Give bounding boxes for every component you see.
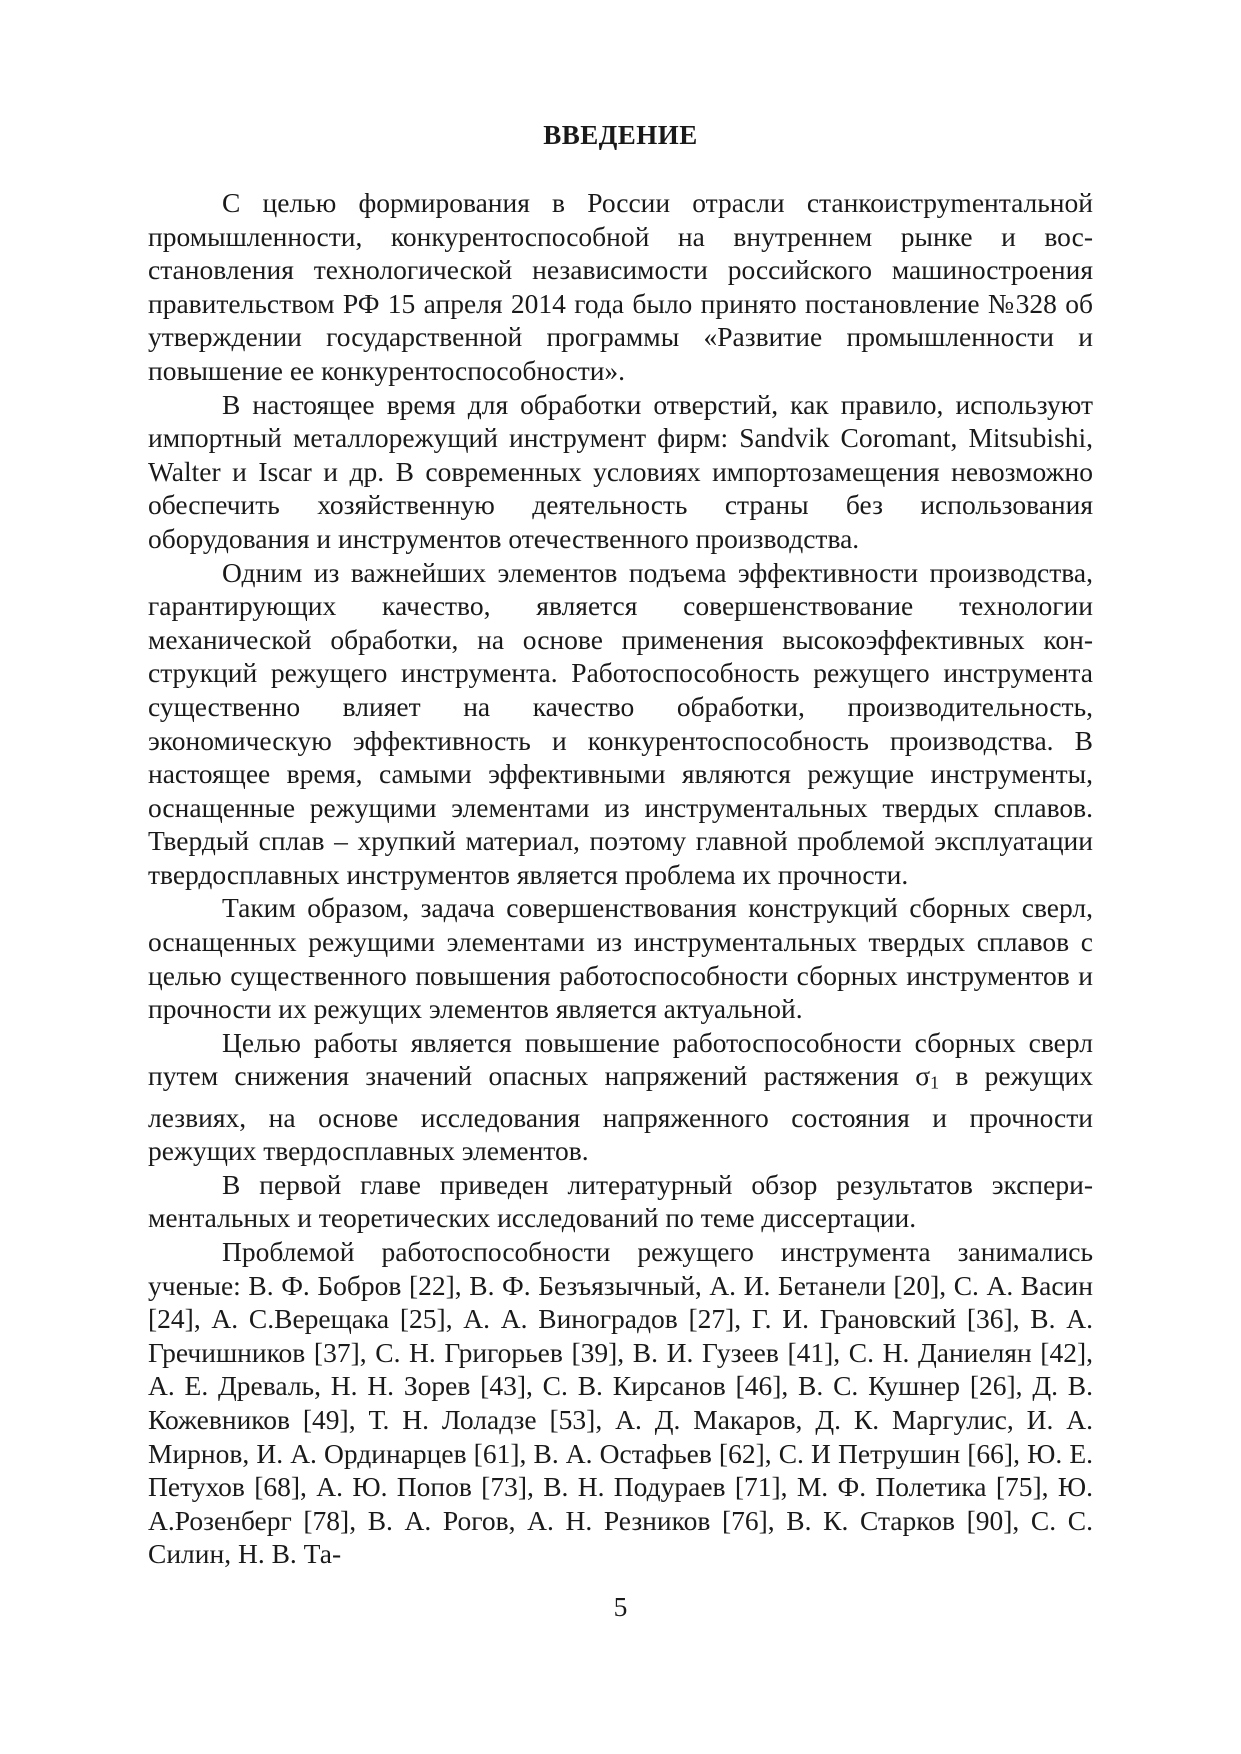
paragraph-authors: Проблемой работоспособности режущего инструмента занимались ученые: В. Ф. Бобров [22], В. Ф. Безъязычный, А. И. Бетанели [20], С. А. Васин [24], А. С.Верещака [25], А. А. Виноградов [27], Г. И. Грановский [36], В. А. Гречишников [37], С. Н. Григорьев [39], В. И. Гузеев [41], С. Н. Даниелян [42], А. Е. Древаль, Н. Н. Зорев [43], С. В. Кирсанов [46], В. С. Кушнер [26], Д. В. Кожевников [49], Т. Н. Лоладзе [53], А. Д. Макаров, Д. К. Маргулис, И. А. Мирнов, И. А. Ординарцев [61], В. А. Остафьев [62], С. И Петрушин [66], Ю. Е. Петухов [68], А. Ю. Попов [73], В. Н. Подураев [71], М. Ф. Полетика [75], Ю. А.Розенберг [78], В. А. Рогов, А. Н. Резников [76], В. К. Старков [90], С. С. Силин, Н. В. Та- (148, 1235, 1093, 1570)
paragraph-first-chapter: В первой главе приведен литературный обзор результатов экспериментальных и теоретических исследований по теме диссертации. (148, 1168, 1093, 1234)
page-title: ВВЕДЕНИЕ (543, 120, 698, 150)
paragraph-intro: С целью формирования в России отрасли станкоиструmентальной промышленности, конкурентоспособной на внутреннем рынке и восстановления технологической независимости российского машиностроения правительством РФ 15 апреля 2014 года было принято постановление №328 об утверждении государственной программы «Развитие промышленности и повышение ее конкурентоспособности». (148, 187, 1093, 386)
body-text (148, 186, 1093, 1571)
paragraph-task: Таким образом, задача совершенствования конструкций сборных сверл, оснащенных режущими элементами из инструментальных твердых сплавов с целью существенного повышения работоспособности сборных инструментов и прочности их режущих элементов является актуальной. (148, 892, 1093, 1025)
goal-text-before: Целью работы является повышение работоспособности сборных сверл путем снижения значений опасных напряжений растяжения σ (148, 1026, 1093, 1092)
sigma-subscript: 1 (930, 1073, 940, 1093)
paragraph-efficiency: Одним из важнейших элементов подъема эффективности производства, гарантирующих качество, является совершенствование технологии механической обработки, на основе применения высокоэффективных конструкций режущего инструмента. Работоспособность режущего инструмента существенно влияет на качество обработки, производительность, экономическую эффективность и конкурентоспособность производства. В настоящее время, самыми эффективными являются режущие инструменты, оснащенные режущими элементами из инструментальных твердых сплавов. Твердый сплав – хрупкий материал, поэтому главной проблемой эксплуатации твердосплавных инструментов является проблема их прочности. (148, 556, 1093, 890)
paragraph-goal (148, 1026, 1093, 1168)
paragraph-import-tools: В настоящее время для обработки отверстий, как правило, используют импортный металлорежущий инструмент фирм: Sandvik Coromant, Mitsubishi, Walter и Iscar и др. В современных условиях импортозамещения невозможно обеспечить хозяйственную деятельность страны без использования оборудования и инструментов отечественного производства. (148, 388, 1093, 554)
page-number: 5 (613, 1591, 628, 1622)
goal-text-after: в режущих лезвиях, на основе исследования напряженного состояния и прочности режущих твердосплавных элементов. (148, 1060, 1093, 1167)
